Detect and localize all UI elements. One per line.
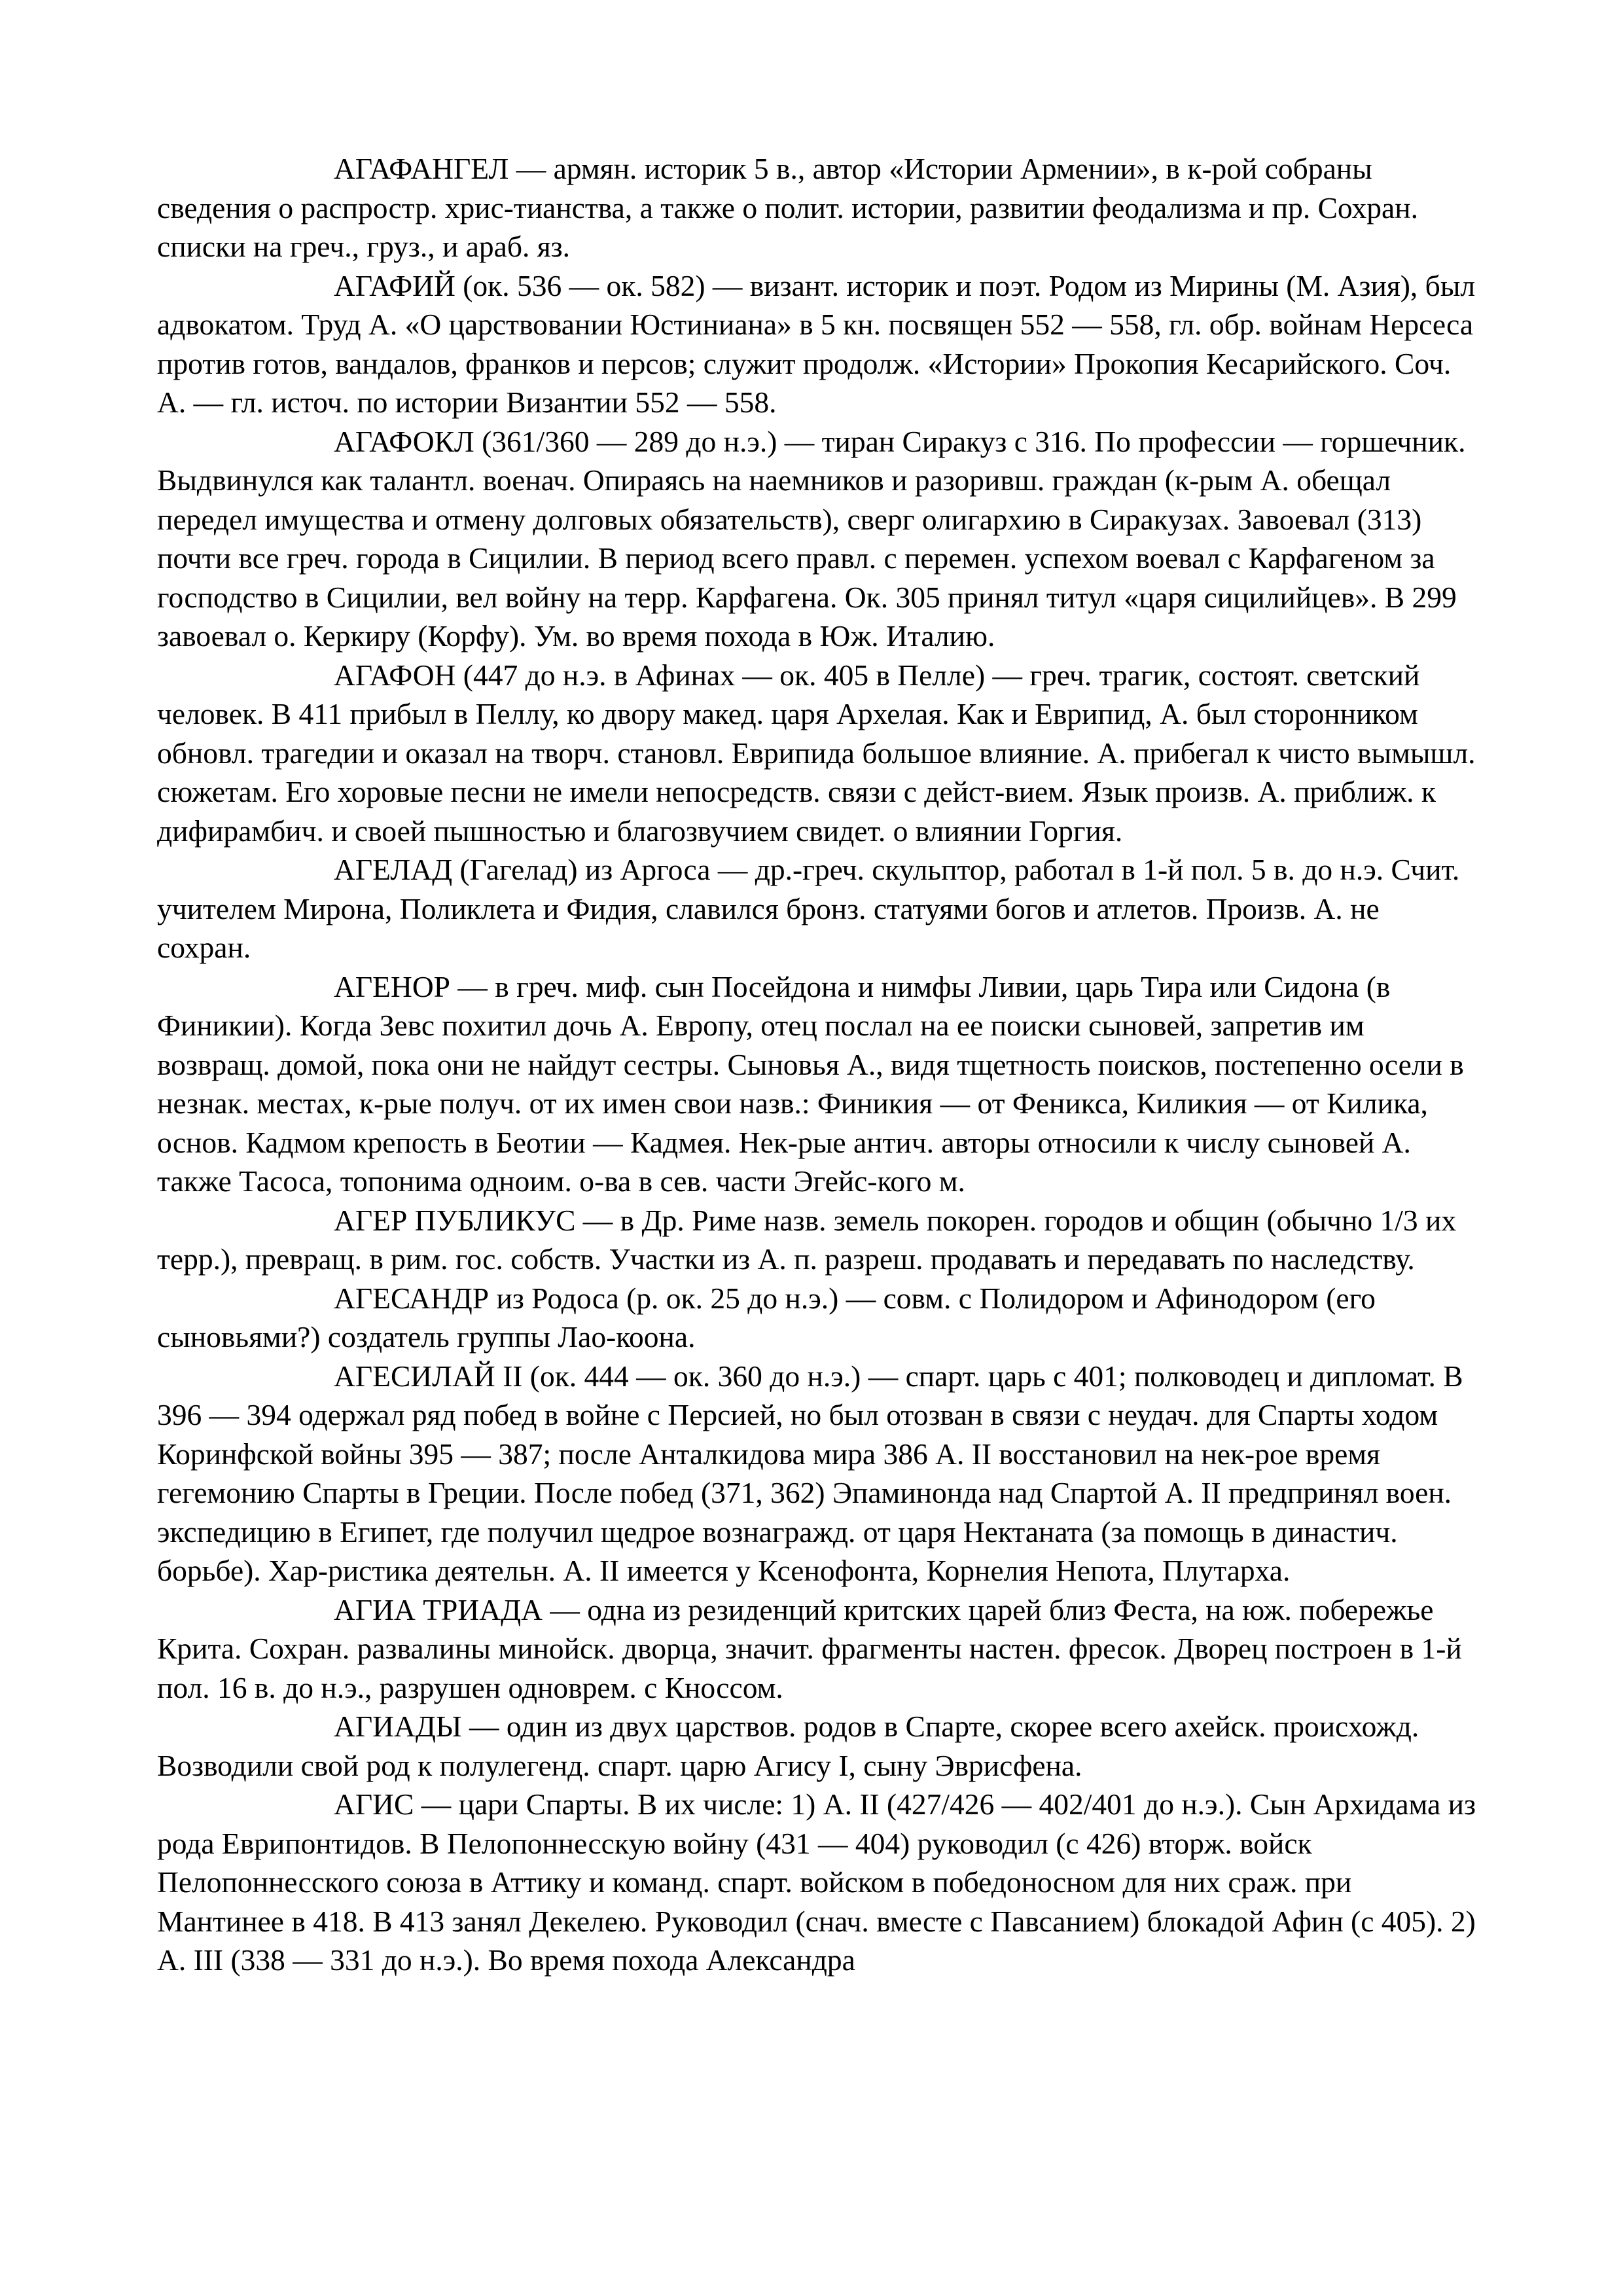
entry-agia-triada: АГИА ТРИАДА — одна из резиденций критских царей близ Феста, на юж. побережье Крита. Сохран. развалины минойск. дворца, значит. фрагменты настен. фресок. Дворец построен в 1-й пол. 16 в. до н.э., разрушен одноврем. с Кноссом. — [157, 1592, 1462, 1704]
entry-agafon: АГАФОН (447 до н.э. в Афинах — ок. 405 в Пелле) — греч. трагик, состоят. светский человек. В 411 прибыл в Пеллу, ко двору макед. царя Архелая. Как и Еврипид, А. был сторонником обновл. трагедии и оказал на творч. становл. Еврипида большое влияние. А. прибегал к чисто вымышл. сюжетам. Его хоровые песни не имели непосредств. связи с дейст-вием. Язык произв. А. приближ. к дифирамбич. и своей пышностью и благозвучием свидет. о влиянии Горгия. — [157, 658, 1476, 848]
entry-agafiy: АГАФИЙ (ок. 536 — ок. 582) — визант. историк и поэт. Родом из Мирины (М. Азия), был адвокатом. Труд А. «О царствовании Юстиниана» в 5 кн. посвящен 552 — 558, гл. обр. войнам Нерсеса против готов, вандалов, франков и персов; служит продолж. «Истории» Прокопия Кесарийского. Соч. А. — гл. источ. по истории Византии 552 — 558. — [157, 268, 1476, 419]
entry-agafokl: АГАФОКЛ (361/360 — 289 до н.э.) — тиран Сиракуз с 316. По профессии — горшечник. Выдвинулся как талантл. военач. Опираясь на наемников и разоривш. граждан (к-рым А. обещал передел имущества и отмену долговых обязательств), сверг олигархию в Сиракузах. Завоевал (313) почти все греч. города в Сицилии. В период всего правл. с перемен. успехом воевал с Карфагеном за господство в Сицилии, вел войну на терр. Карфагена. Ок. 305 принял титул «царя сицилийцев». В 299 завоевал о. Керкиру (Корфу). Ум. во время похода в Юж. Италию. — [157, 424, 1466, 653]
entry-agesilay-ii: АГЕСИЛАЙ II (ок. 444 — ок. 360 до н.э.) — спарт. царь с 401; полководец и дипломат. В 396 — 394 одержал ряд побед в войне с Персией, но был отозван в связи с неудач. для Спарты ходом Коринфской войны 395 — 387; после Анталкидова мира 386 А. II восстановил на нек-рое время гегемонию Спарты в Греции. После побед (371, 362) Эпаминонда над Спартой А. II предпринял воен. экспедицию в Египет, где получил щедрое вознагражд. от царя Нектаната (за помощь в династич. борьбе). Хар-ристика деятельн. А. II имеется у Ксенофонта, Корнелия Непота, Плутарха. — [157, 1359, 1463, 1587]
entry-agelad: АГЕЛАД (Гагелад) из Аргоса — др.-греч. скульптор, работал в 1-й пол. 5 в. до н.э. Счит. учителем Мирона, Поликлета и Фидия, славился бронз. статуями богов и атлетов. Произв. А. не сохран. — [157, 853, 1460, 964]
entry-agafangel: АГАФАНГЕЛ — армян. историк 5 в., автор «Истории Армении», в к-рой собраны сведения о распростр. хрис-тианства, а также о полит. истории, развитии феодализма и пр. Сохран. списки на греч., груз., и араб. яз. — [157, 152, 1418, 263]
entry-ager-publikus: АГЕР ПУБЛИКУС — в Др. Риме назв. земель покорен. городов и общин (обычно 1/3 их терр.), превращ. в рим. гос. собств. Участки из А. п. разреш. продавать и передавать по наследству. — [157, 1203, 1457, 1276]
entry-agis: АГИС — цари Спарты. В их числе: 1) А. II (427/426 — 402/401 до н.э.). Сын Архидама из рода Еврипонтидов. В Пелопоннесскую войну (431 — 404) руководил (с 426) вторж. войск Пелопоннесского союза в Аттику и команд. спарт. войском в победоносном для них сраж. при Мантинее в 418. В 413 занял Декелею. Руководил (снач. вместе с Павсанием) блокадой Афин (с 405). 2) А. III (338 — 331 до н.э.). Во время похода Александра — [157, 1787, 1476, 1977]
entry-agiady: АГИАДЫ — один из двух царствов. родов в Спарте, скорее всего ахейск. происхожд. Возводили свой род к полулегенд. спарт. царю Агису I, сыну Эврисфена. — [157, 1710, 1419, 1782]
document-page — [157, 149, 1479, 1980]
entry-agenor: АГЕНОР — в греч. миф. сын Посейдона и нимфы Ливии, царь Тира или Сидона (в Финикии). Когда Зевс похитил дочь А. Европу, отец послал на ее поиски сыновей, запретив им возвращ. домой, пока они не найдут сестры. Сыновья А., видя тщетность поисков, постепенно осели в незнак. местах, к-рые получ. от их имен свои назв.: Финикия — от Феникса, Киликия — от Килика, основ. Кадмом крепость в Беотии — Кадмея. Нек-рые антич. авторы относили к числу сыновей А. также Тасоса, топонима одноим. о-ва в сев. части Эгейс-кого м. — [157, 969, 1464, 1198]
entry-agesandr: АГЕСАНДР из Родоса (р. ок. 25 до н.э.) — совм. с Полидором и Афинодором (его сыновьями?) создатель группы Лао-коона. — [157, 1281, 1376, 1354]
